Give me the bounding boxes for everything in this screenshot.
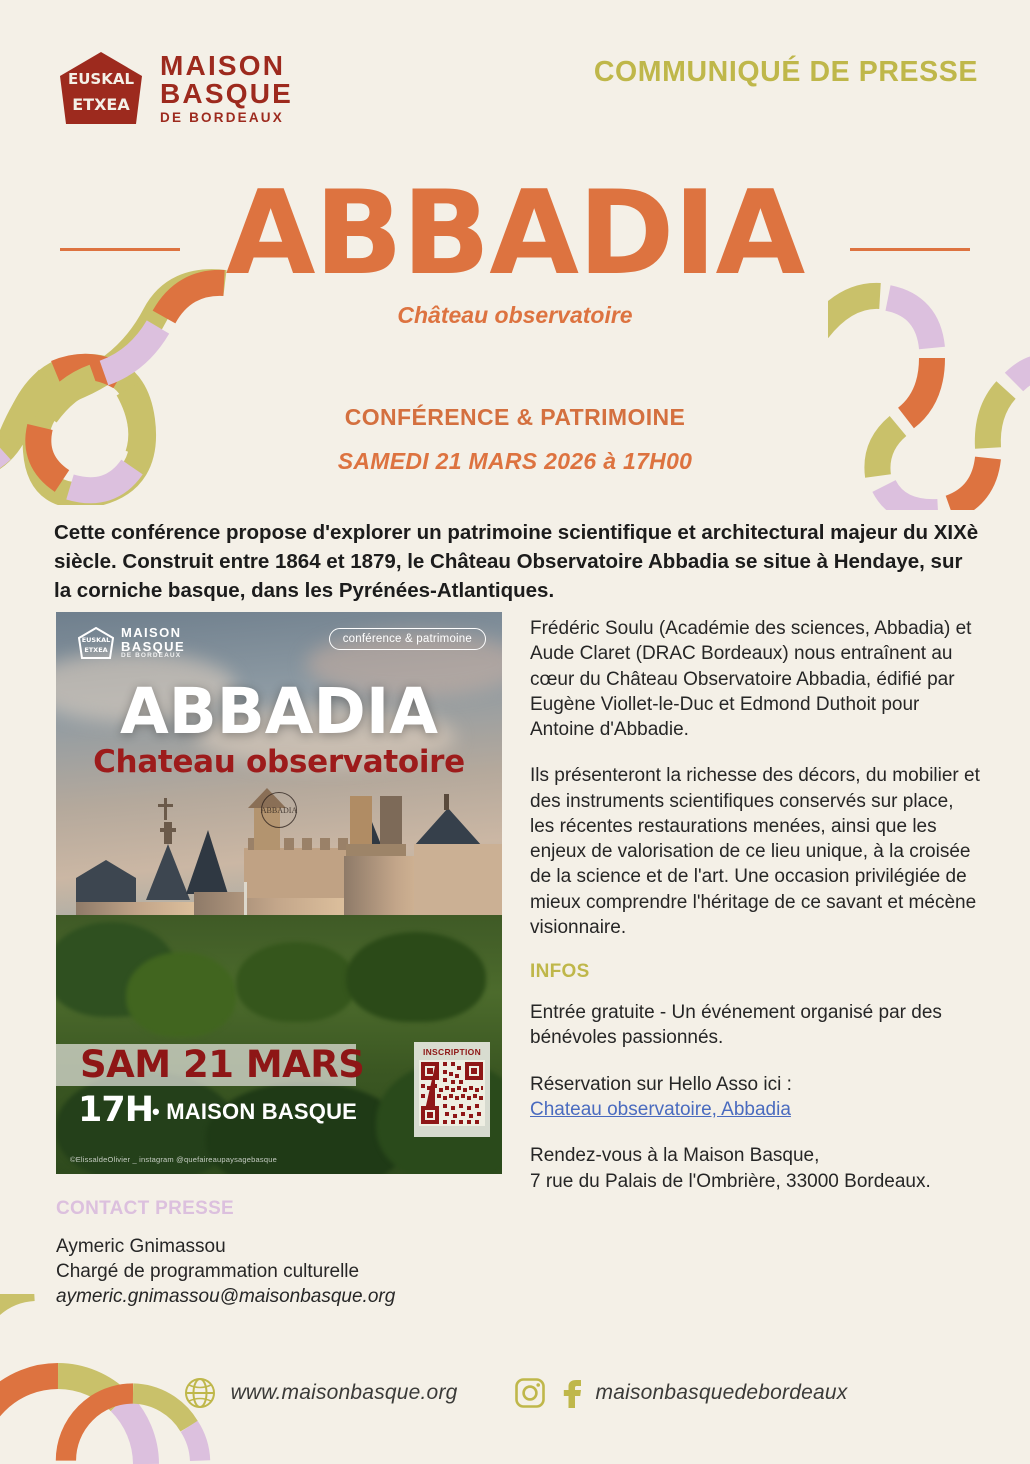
maison-basque-logo — [58, 50, 293, 126]
reservation-block — [530, 1072, 982, 1123]
contact-name: Aymeric Gnimassou — [56, 1236, 226, 1257]
reservation-link[interactable]: Chateau observatoire, Abbadia — [530, 1098, 791, 1120]
press-release-label: COMMUNIQUÉ DE PRESSE — [593, 56, 978, 88]
facebook-icon — [560, 1377, 582, 1409]
address-line-2: 7 rue du Palais de l'Ombrière, 33000 Bordeaux. — [530, 1170, 931, 1192]
poster-photo-credit: ©ElissaldeOlivier _ instagram @quefaireaupaysagebasque — [70, 1155, 277, 1164]
poster-logo-line-3: DE BORDEAUX — [121, 652, 182, 660]
poster-subtitle: Chateau observatoire — [93, 744, 465, 780]
reservation-label: Réservation sur Hello Asso ici : — [530, 1073, 792, 1095]
address-block — [530, 1143, 982, 1194]
house-logo-icon — [58, 50, 144, 126]
poster-house-logo-icon — [78, 627, 114, 659]
body-paragraph-1: Frédéric Soulu (Académie des sciences, Abbadia) et Aude Claret (DRAC Bordeaux) nous entraînent au cœur du Château Observatoire Abbadia, édifié par Eugène Viollet-le-Duc et Edmond Duthoit pour Antoine d'Abbadie. — [530, 618, 972, 741]
abbadia-seal-icon: ABBADIA — [261, 792, 297, 828]
instagram-icon — [514, 1377, 546, 1409]
contact-role: Chargé de programmation culturelle — [56, 1261, 360, 1283]
poster-qr-label: INSCRIPTION — [422, 1047, 482, 1057]
poster-bush — [236, 942, 356, 1022]
poster-date: SAM 21 MARS — [80, 1043, 365, 1086]
footer-social[interactable]: maisonbasquedebordeaux — [595, 1381, 848, 1404]
page-title: ABBADIA — [225, 166, 805, 301]
logo-line-2: BASQUE — [160, 77, 293, 109]
event-date: SAMEDI 21 MARS 2026 à 17H00 — [337, 448, 693, 474]
body-column — [530, 616, 982, 1215]
poster-venue: • MAISON BASQUE — [152, 1099, 358, 1124]
poster-qr-block — [414, 1042, 490, 1137]
globe-icon — [183, 1376, 217, 1410]
address-line-1: Rendez-vous à la Maison Basque, — [530, 1145, 820, 1167]
page-footer — [0, 1376, 1030, 1410]
poster-bush — [126, 952, 236, 1037]
infos-heading: INFOS — [530, 961, 590, 983]
poster-bush — [346, 932, 486, 1022]
poster-hour: 17H — [78, 1090, 153, 1130]
svg-text:ETXEA: ETXEA — [72, 95, 130, 114]
page-subtitle: Château observatoire — [397, 302, 633, 328]
poster-category-pill: conférence & patrimoine — [329, 628, 486, 650]
contact-email: aymeric.gnimassou@maisonbasque.org — [56, 1286, 396, 1308]
poster-logo — [78, 626, 185, 660]
poster-logo-line-2: BASQUE — [121, 638, 186, 654]
contact-heading: CONTACT PRESSE — [56, 1198, 235, 1219]
svg-text:ETXEA: ETXEA — [84, 646, 108, 655]
poster-logo-line-1: MAISON — [121, 625, 182, 640]
contact-section — [56, 1198, 506, 1309]
body-paragraph-3: Entrée gratuite - Un événement organisé par des bénévoles passionnés. — [530, 1002, 942, 1049]
event-category: CONFÉRENCE & PATRIMOINE — [344, 404, 686, 430]
logo-line-3: DE BORDEAUX — [160, 109, 284, 125]
page-header — [0, 44, 1030, 144]
svg-text:EUSKAL: EUSKAL — [67, 70, 135, 88]
intro-paragraph: Cette conférence propose d'explorer un patrimoine scientifique et architectural majeur du XIXè siècle. Construit entre 1864 et 1879, le Château Observatoire Abbadia se situe à Hendaye, sur la corniche basque, dans les Pyrénées-Atlantiques. — [54, 521, 979, 603]
logo-line-1: MAISON — [160, 49, 286, 81]
poster-title: ABBADIA — [119, 675, 439, 748]
body-paragraph-2: Ils présenteront la richesse des décors, du mobilier et des instruments scientifiques conservés sur place, les récentes restaurations menées, ainsi que les enjeux de valorisation de ce lieu unique, à la croisée de la science et de l'art. Une occasion privilégiée de mieux comprendre l'héritage de ce savant et mécène visionnaire. — [530, 765, 980, 938]
svg-text:EUSKAL: EUSKAL — [81, 636, 111, 645]
qr-code-icon — [419, 1060, 485, 1126]
event-poster — [56, 612, 502, 1174]
title-zone — [0, 166, 1030, 329]
footer-website[interactable]: www.maisonbasque.org — [230, 1381, 458, 1404]
